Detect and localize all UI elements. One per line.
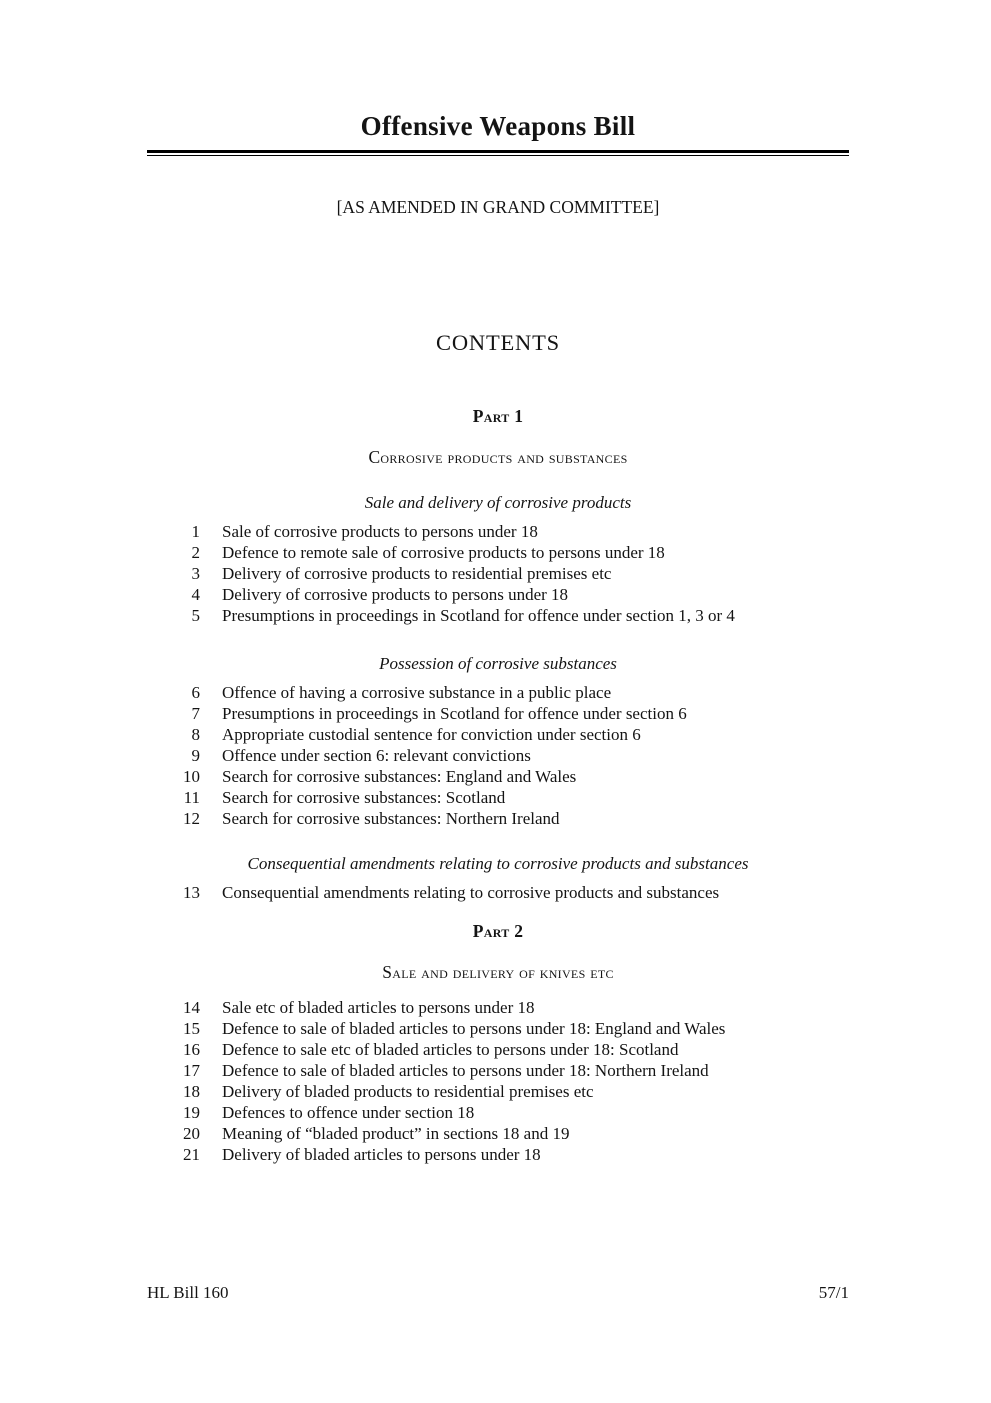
toc-item: [147, 1123, 849, 1144]
toc-item-number: 11: [183, 788, 200, 807]
toc-item-number: 17: [183, 1061, 200, 1080]
session-number: 57/1: [818, 1283, 849, 1302]
toc-item-number: 20: [183, 1124, 200, 1143]
toc-item: [147, 1039, 849, 1060]
toc-item-title: Search for corrosive substances: Northern Ireland: [222, 809, 560, 828]
toc-item: [147, 563, 849, 584]
toc-item-title: Offence of having a corrosive substance in a public place: [222, 683, 612, 702]
toc-item-number: 19: [183, 1103, 200, 1122]
group-heading-sale-delivery-corrosive: Sale and delivery of corrosive products: [364, 493, 632, 512]
amendment-note: [AS AMENDED IN GRAND COMMITTEE]: [336, 197, 660, 217]
page-footer: [147, 1283, 849, 1303]
toc-item: [147, 605, 849, 626]
part-2-label: Part 2: [472, 921, 524, 941]
toc-item-title: Defence to sale of bladed articles to persons under 18: England and Wales: [222, 1019, 726, 1038]
toc-item-number: 1: [191, 522, 200, 541]
document-title: Offensive Weapons Bill: [360, 111, 636, 141]
toc-item: [147, 1018, 849, 1039]
toc-item-number: 9: [191, 746, 200, 765]
toc-item: [147, 1144, 849, 1165]
toc-item-number: 5: [191, 606, 200, 625]
part-1-title: Corrosive products and substances: [368, 447, 628, 467]
toc-group-items: [147, 997, 849, 1165]
group-heading-possession-corrosive: Possession of corrosive substances: [379, 654, 617, 673]
toc-item: [147, 1081, 849, 1102]
toc-item-title: Defence to sale of bladed articles to persons under 18: Northern Ireland: [222, 1061, 709, 1080]
part-1-label: Part 1: [472, 406, 524, 426]
toc-item: [147, 787, 849, 808]
toc-item-title: Presumptions in proceedings in Scotland for offence under section 6: [222, 704, 687, 723]
bill-number: HL Bill 160: [147, 1283, 229, 1302]
toc-item-title: Presumptions in proceedings in Scotland for offence under section 1, 3 or 4: [222, 606, 735, 625]
toc-item-title: Search for corrosive substances: Scotland: [222, 788, 506, 807]
toc-item: [147, 745, 849, 766]
toc-item-title: Meaning of “bladed product” in sections 18 and 19: [222, 1124, 570, 1143]
toc-item-title: Delivery of corrosive products to residential premises etc: [222, 564, 612, 583]
toc-item-title: Delivery of bladed articles to persons under 18: [222, 1145, 541, 1164]
title-double-rule: [147, 150, 849, 156]
toc-item-title: Delivery of corrosive products to persons under 18: [222, 585, 569, 604]
toc-item: [147, 766, 849, 787]
toc-item-title: Offence under section 6: relevant convictions: [222, 746, 531, 765]
toc-item-title: Sale of corrosive products to persons under 18: [222, 522, 538, 541]
toc-group-items: [147, 882, 849, 903]
toc-item-title: Sale etc of bladed articles to persons under 18: [222, 998, 535, 1017]
toc-item-number: 12: [183, 809, 200, 828]
toc-item-number: 18: [183, 1082, 200, 1101]
toc-item-number: 10: [183, 767, 200, 786]
toc-item-number: 8: [191, 725, 200, 744]
toc-item-number: 4: [191, 585, 200, 604]
toc-item-number: 13: [183, 883, 200, 902]
toc-item-title: Search for corrosive substances: England and Wales: [222, 767, 577, 786]
toc-item-number: 3: [191, 564, 200, 583]
toc-item: [147, 703, 849, 724]
toc-item: [147, 724, 849, 745]
toc-item-number: 2: [191, 543, 200, 562]
toc-group-items: [147, 521, 849, 626]
toc-item: [147, 1102, 849, 1123]
toc-item-number: 21: [183, 1145, 200, 1164]
toc-item: [147, 682, 849, 703]
toc-item: [147, 882, 849, 903]
toc-group-items: [147, 682, 849, 829]
toc-item-title: Defence to sale etc of bladed articles to persons under 18: Scotland: [222, 1040, 679, 1059]
toc-item-title: Defences to offence under section 18: [222, 1103, 475, 1122]
toc-item: [147, 521, 849, 542]
toc-item: [147, 584, 849, 605]
toc-item: [147, 997, 849, 1018]
toc-item-title: Defence to remote sale of corrosive products to persons under 18: [222, 543, 665, 562]
contents-heading: CONTENTS: [436, 330, 560, 355]
toc-item: [147, 808, 849, 829]
toc-item-number: 6: [191, 683, 200, 702]
toc-item: [147, 1060, 849, 1081]
toc-item: [147, 542, 849, 563]
toc-item-title: Delivery of bladed products to residential premises etc: [222, 1082, 594, 1101]
toc-item-number: 16: [183, 1040, 200, 1059]
toc-item-number: 14: [183, 998, 200, 1017]
toc-item-title: Consequential amendments relating to corrosive products and substances: [222, 883, 720, 902]
toc-item-number: 7: [191, 704, 200, 723]
toc-item-title: Appropriate custodial sentence for conviction under section 6: [222, 725, 641, 744]
group-heading-consequential-amendments: Consequential amendments relating to corrosive products and substances: [247, 854, 749, 873]
part-2-title: Sale and delivery of knives etc: [382, 962, 614, 982]
toc-item-number: 15: [183, 1019, 200, 1038]
